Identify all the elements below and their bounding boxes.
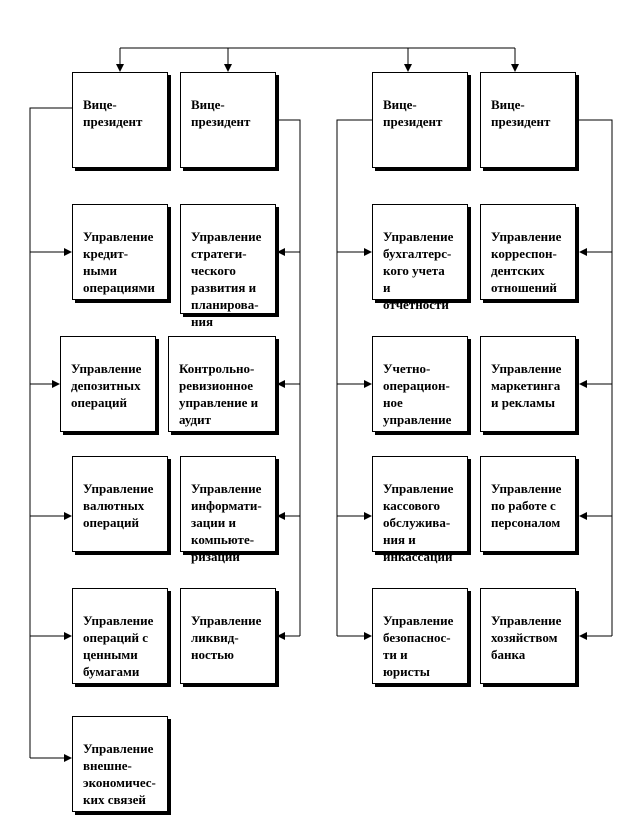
- vice-president-1-label: Вице- президент: [83, 97, 143, 129]
- security-legal-label: Управление безопаснос- ти и юристы: [383, 613, 454, 679]
- facilities-box: [480, 588, 576, 684]
- informatization-label: Управление информати- зации и компьюте- ризации: [191, 481, 262, 564]
- personnel-box: [480, 456, 576, 552]
- liquidity-label: Управление ликвид- ностью: [191, 613, 262, 662]
- currency-operations-box: [72, 456, 168, 552]
- marketing-label: Управление маркетинга и рекламы: [491, 361, 562, 410]
- accounting-box: [372, 204, 468, 312]
- strategic-planning-box: [180, 204, 276, 329]
- audit-label: Контрольно- ревизионное управление и аудит: [179, 361, 259, 427]
- vice-president-1-box: [72, 72, 168, 168]
- vice-president-3-box: [372, 72, 468, 168]
- currency-operations-label: Управление валютных операций: [83, 481, 154, 530]
- foreign-economic-relations-label: Управление внешне- экономичес- ких связей: [83, 741, 156, 807]
- cash-services-label: Управление кассового обслужива- ния и инкассации: [383, 481, 454, 564]
- marketing-box: [480, 336, 576, 432]
- cash-services-box: [372, 456, 468, 564]
- facilities-label: Управление хозяйством банка: [491, 613, 562, 662]
- security-legal-box: [372, 588, 468, 684]
- personnel-label: Управление по работе с персоналом: [491, 481, 562, 530]
- vice-president-4-box: [480, 72, 576, 168]
- vice-president-2-box: [180, 72, 276, 168]
- correspondent-relations-box: [480, 204, 576, 300]
- vp2-right-trunk: [276, 120, 300, 636]
- accounting-label: Управление бухгалтерс- кого учета и отчетности: [383, 229, 454, 312]
- vice-president-4-label: Вице- президент: [491, 97, 551, 129]
- vp3-left-trunk: [337, 120, 372, 636]
- deposit-operations-box: [60, 336, 156, 432]
- vice-president-2-label: Вице- президент: [191, 97, 251, 129]
- accounting-operations-box: [372, 336, 468, 432]
- securities-operations-label: Управление операций с ценными бумагами: [83, 613, 154, 679]
- vp4-right-trunk: [577, 120, 612, 636]
- informatization-box: [180, 456, 276, 564]
- deposit-operations-label: Управление депозитных операций: [71, 361, 142, 410]
- securities-operations-box: [72, 588, 168, 684]
- vp1-left-trunk: [30, 108, 72, 758]
- liquidity-box: [180, 588, 276, 684]
- vice-president-3-label: Вице- президент: [383, 97, 443, 129]
- foreign-economic-relations-box: [72, 716, 168, 812]
- strategic-planning-label: Управление стратеги- ческого развития и планирова- ния: [191, 229, 262, 329]
- credit-operations-label: Управление кредит- ными операциями: [83, 229, 155, 295]
- accounting-operations-label: Учетно- операцион- ное управление: [383, 361, 452, 427]
- correspondent-relations-label: Управление корреспон- дентских отношений: [491, 229, 562, 295]
- credit-operations-box: [72, 204, 168, 300]
- audit-box: [168, 336, 276, 432]
